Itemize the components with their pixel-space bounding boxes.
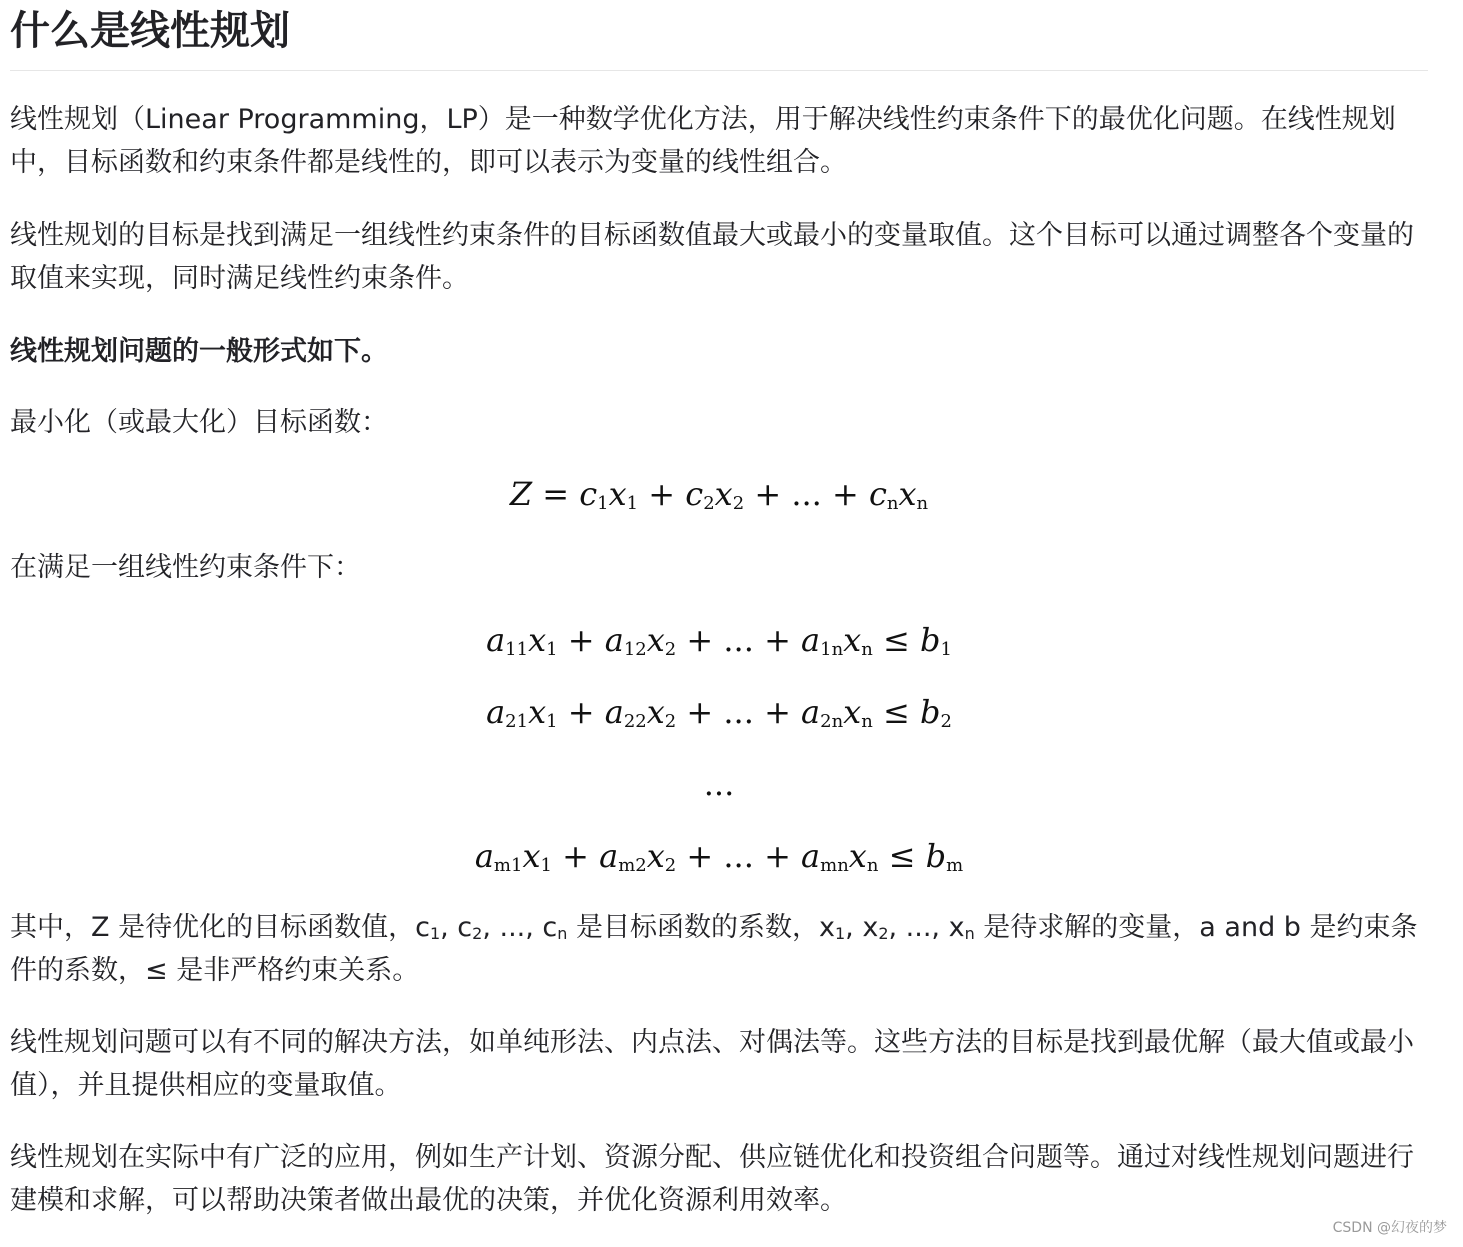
intro-paragraph: 线性规划（Linear Programming，LP）是一种数学优化方法，用于解决线性约束条件下的最优化问题。在线性规划中，目标函数和约束条件都是线性的，即可以表示为变量的线性组合。 [10,104,1396,178]
article [10,0,1428,1216]
constraint-formula-m: $a_{m1}x_1 + a_{m2}x_2$ + ... + $a_{mn}x_n \le b_m$ [474,837,964,876]
constraint-ellipsis: ... [703,765,735,803]
watermark: CSDN @幻夜的梦 [1332,1220,1447,1236]
objective-label: 最小化（或最大化）目标函数： [10,407,388,438]
applications-paragraph: 线性规划在实际中有广泛的应用，例如生产计划、资源分配、供应链优化和投资组合问题等。通过对线性规划问题进行建模和求解，可以帮助决策者做出最优的决策，并优化资源利用效率。 [10,1142,1414,1216]
objective-formula: $Z = c_1x_1 + c_2x_2$ + ... + $c_nx_n$ [509,475,929,514]
general-form-heading: 线性规划问题的一般形式如下。 [10,336,388,367]
constraint-formula-2: $a_{21}x_1 + a_{22}x_2$ + ... + $a_{2n}x_n \le b_2$ [486,693,952,732]
methods-paragraph: 线性规划问题可以有不同的解决方法，如单纯形法、内点法、对偶法等。这些方法的目标是找到最优解（最大值或最小值），并且提供相应的变量取值。 [10,1027,1414,1101]
constraint-formula-1: $a_{11}x_1 + a_{12}x_2$ + ... + $a_{1n}x_n \le b_1$ [486,621,952,660]
explanation-paragraph: 其中，Z 是待优化的目标函数值，c1, c2, ..., cn 是目标函数的系数，x1, x2, ..., xn 是待求解的变量，a and b 是约束条件的系数，≤ 是非严格约束关系。 [10,912,1418,986]
goal-paragraph: 线性规划的目标是找到满足一组线性约束条件的目标函数值最大或最小的变量取值。这个目标可以通过调整各个变量的取值来实现，同时满足线性约束条件。 [10,220,1414,294]
constraints-label: 在满足一组线性约束条件下： [10,552,361,583]
article-title: 什么是线性规划 [10,0,1428,71]
